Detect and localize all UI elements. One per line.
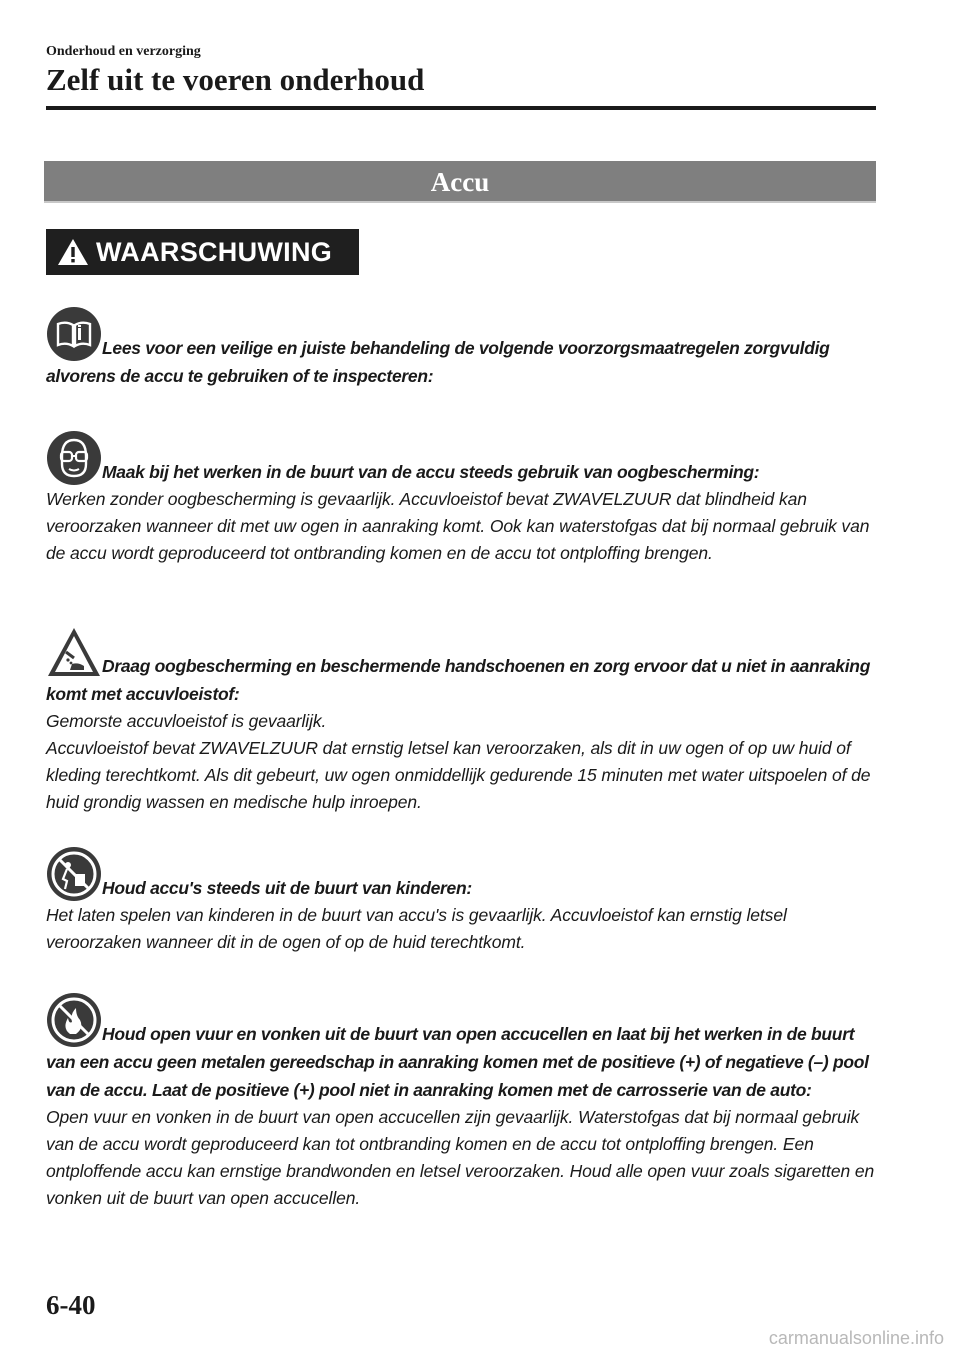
warning-label: WAARSCHUWING: [96, 236, 333, 267]
item-heading: Lees voor een veilige en juiste behandeling de volgende voorzorgsmaatregelen zorgvuldig alvorens de accu te gebruiken of te inspecteren:: [46, 338, 830, 386]
page-title: Zelf uit te voeren onderhoud: [46, 62, 425, 97]
item-body: Gemorste accuvloeistof is gevaarlijk. Accuvloeistof bevat ZWAVELZUUR dat ernstig letsel kan veroorzaken, als dit in uw ogen of op uw huid of kleding terechtkomt. Als dit gebeurt, uw ogen onmiddellijk gedurende 15 minuten met water uitspoelen of de huid grondig wassen en medische hulp inroepen.: [46, 711, 871, 812]
item-heading: Draag oogbescherming en beschermende handschoenen en zorg ervoor dat u niet in aanraking komt met accuvloeistof:: [46, 656, 871, 704]
warning-triangle-icon: [56, 237, 90, 267]
read-manual-icon: [46, 306, 102, 362]
item-heading: Houd open vuur en vonken uit de buurt van open accucellen en laat bij het werken in de buurt van een accu geen metalen gereedschap in aanraking komen met de positieve (+) of negatieve (–) pool van de accu. Laat de positieve (+) pool niet in aanraking komen met de carrosserie van de auto:: [46, 1024, 869, 1100]
keep-away-children-icon: [46, 846, 102, 902]
no-open-flame-icon: [46, 992, 102, 1048]
item-body: Werken zonder oogbescherming is gevaarlijk. Accuvloeistof bevat ZWAVELZUUR dat blindheid kan veroorzaken wanneer dit met uw ogen in aanraking komt. Ook kan waterstofgas dat bij normaal gebruik van de accu wordt geproduceerd tot ontbranding komen en de accu tot ontploffing brengen.: [46, 489, 870, 563]
warning-item-children: [46, 846, 886, 956]
warning-item-open-flame: [46, 992, 886, 1212]
item-body: Het laten spelen van kinderen in de buurt van accu's is gevaarlijk. Accuvloeistof kan ernstig letsel veroorzaken wanneer dit in de ogen of op de huid terechtkomt.: [46, 905, 787, 952]
eye-protection-icon: [46, 430, 102, 486]
item-heading: Houd accu's steeds uit de buurt van kinderen:: [102, 878, 472, 898]
item-heading: Maak bij het werken in de buurt van de accu steeds gebruik van oogbescherming:: [102, 462, 760, 482]
page-number: 6-40: [46, 1290, 96, 1320]
title-divider: [46, 106, 876, 110]
watermark-text: carmanualsonline.info: [768, 1328, 944, 1348]
corrosive-warning-icon: [46, 624, 102, 680]
warning-item-corrosive: [46, 624, 886, 816]
warning-banner: [46, 229, 359, 275]
warning-item-manual: [46, 306, 886, 390]
chapter-label: Onderhoud en verzorging: [46, 44, 201, 59]
warning-item-eye-protection: [46, 430, 886, 567]
item-body: Open vuur en vonken in de buurt van open accucellen zijn gevaarlijk. Waterstofgas dat bij normaal gebruik van de accu wordt geproduceerd kan tot ontbranding komen en de accu tot ontploffing brengen. Een ontploffende accu kan ernstige brandwonden en letsel veroorzaken. Houd alle open vuur zoals sigaretten en vonken uit de buurt van open accucellen.: [46, 1107, 875, 1208]
section-title: Accu: [44, 161, 876, 203]
